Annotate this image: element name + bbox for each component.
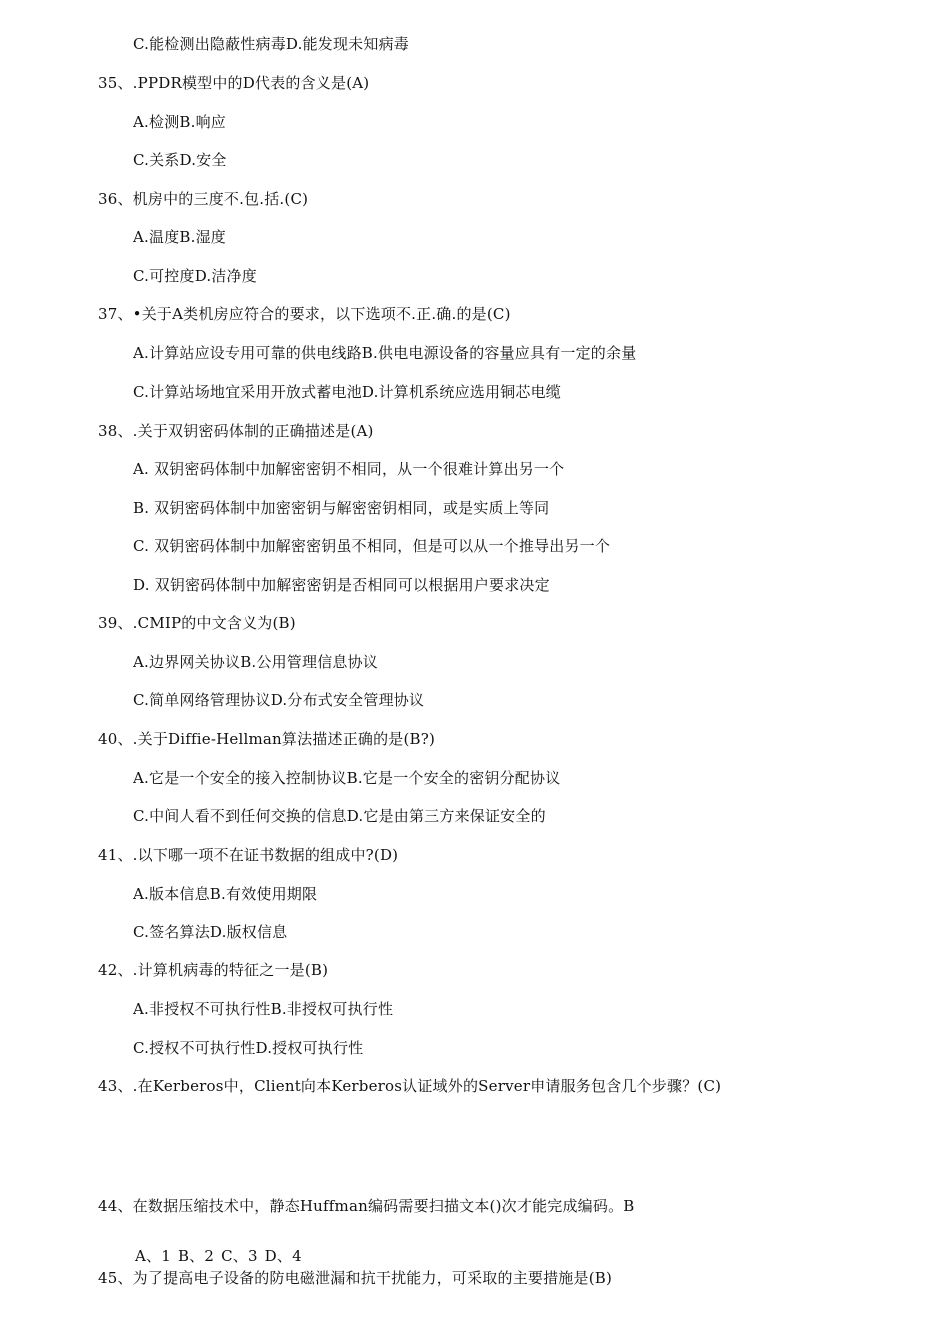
- option-line-35ab: A.检测B.响应: [133, 113, 226, 131]
- option-38d: D. 双钥密码体制中加解密密钥是否相同可以根据用户要求决定: [133, 576, 550, 594]
- question-35: 35、.PPDR模型中的D代表的含义是(A): [98, 74, 370, 92]
- option-line-36cd: C.可控度D.洁净度: [133, 267, 257, 285]
- question-44: 44、在数据压缩技术中，静态Huffman编码需要扫描文本()次才能完成编码。B: [98, 1197, 635, 1215]
- option-line-40cd: C.中间人看不到任何交换的信息D.它是由第三方来保证安全的: [133, 807, 546, 825]
- question-41: 41、.以下哪一项不在证书数据的组成中?(D): [98, 846, 399, 864]
- option-38b: B. 双钥密码体制中加密密钥与解密密钥相同，或是实质上等同: [133, 499, 550, 517]
- option-line-42ab: A.非授权不可执行性B.非授权可执行性: [133, 1000, 394, 1018]
- question-37: 37、•关于A类机房应符合的要求，以下选项不.正.确.的是(C): [98, 305, 511, 323]
- option-line-36ab: A.温度B.湿度: [133, 228, 226, 246]
- option-line-34cd: C.能检测出隐蔽性病毒D.能发现未知病毒: [133, 35, 409, 53]
- option-line-41cd: C.签名算法D.版权信息: [133, 923, 288, 941]
- question-42: 42、.计算机病毒的特征之一是(B): [98, 961, 329, 979]
- question-39: 39、.CMIP的中文含义为(B): [98, 614, 296, 632]
- question-43: 43、.在Kerberos中，Client向本Kerberos认证域外的Server申请服务包含几个步骤？(C): [98, 1077, 722, 1095]
- question-40: 40、.关于Diffie-Hellman算法描述正确的是(B?): [98, 730, 436, 748]
- option-line-37cd: C.计算站场地宜采用开放式蓄电池D.计算机系统应选用铜芯电缆: [133, 383, 561, 401]
- question-36: 36、机房中的三度不.包.括.(C): [98, 190, 309, 208]
- option-line-40ab: A.它是一个安全的接入控制协议B.它是一个安全的密钥分配协议: [133, 769, 561, 787]
- option-line-42cd: C.授权不可执行性D.授权可执行性: [133, 1039, 364, 1057]
- option-line-41ab: A.版本信息B.有效使用期限: [133, 885, 318, 903]
- option-line-35cd: C.关系D.安全: [133, 151, 227, 169]
- option-38a: A. 双钥密码体制中加解密密钥不相同，从一个很难计算出另一个: [133, 460, 565, 478]
- question-45: 45、为了提高电子设备的防电磁泄漏和抗干扰能力，可采取的主要措施是(B): [98, 1269, 613, 1287]
- option-line-39cd: C.简单网络管理协议D.分布式安全管理协议: [133, 691, 425, 709]
- option-38c: C. 双钥密码体制中加解密密钥虽不相同，但是可以从一个推导出另一个: [133, 537, 611, 555]
- option-line-37ab: A.计算站应设专用可靠的供电线路B.供电电源设备的容量应具有一定的余量: [133, 344, 637, 362]
- option-line-44: A、1 B、2 C、3 D、4: [135, 1247, 302, 1265]
- question-38: 38、.关于双钥密码体制的正确描述是(A): [98, 422, 374, 440]
- option-line-39ab: A.边界网关协议B.公用管理信息协议: [133, 653, 378, 671]
